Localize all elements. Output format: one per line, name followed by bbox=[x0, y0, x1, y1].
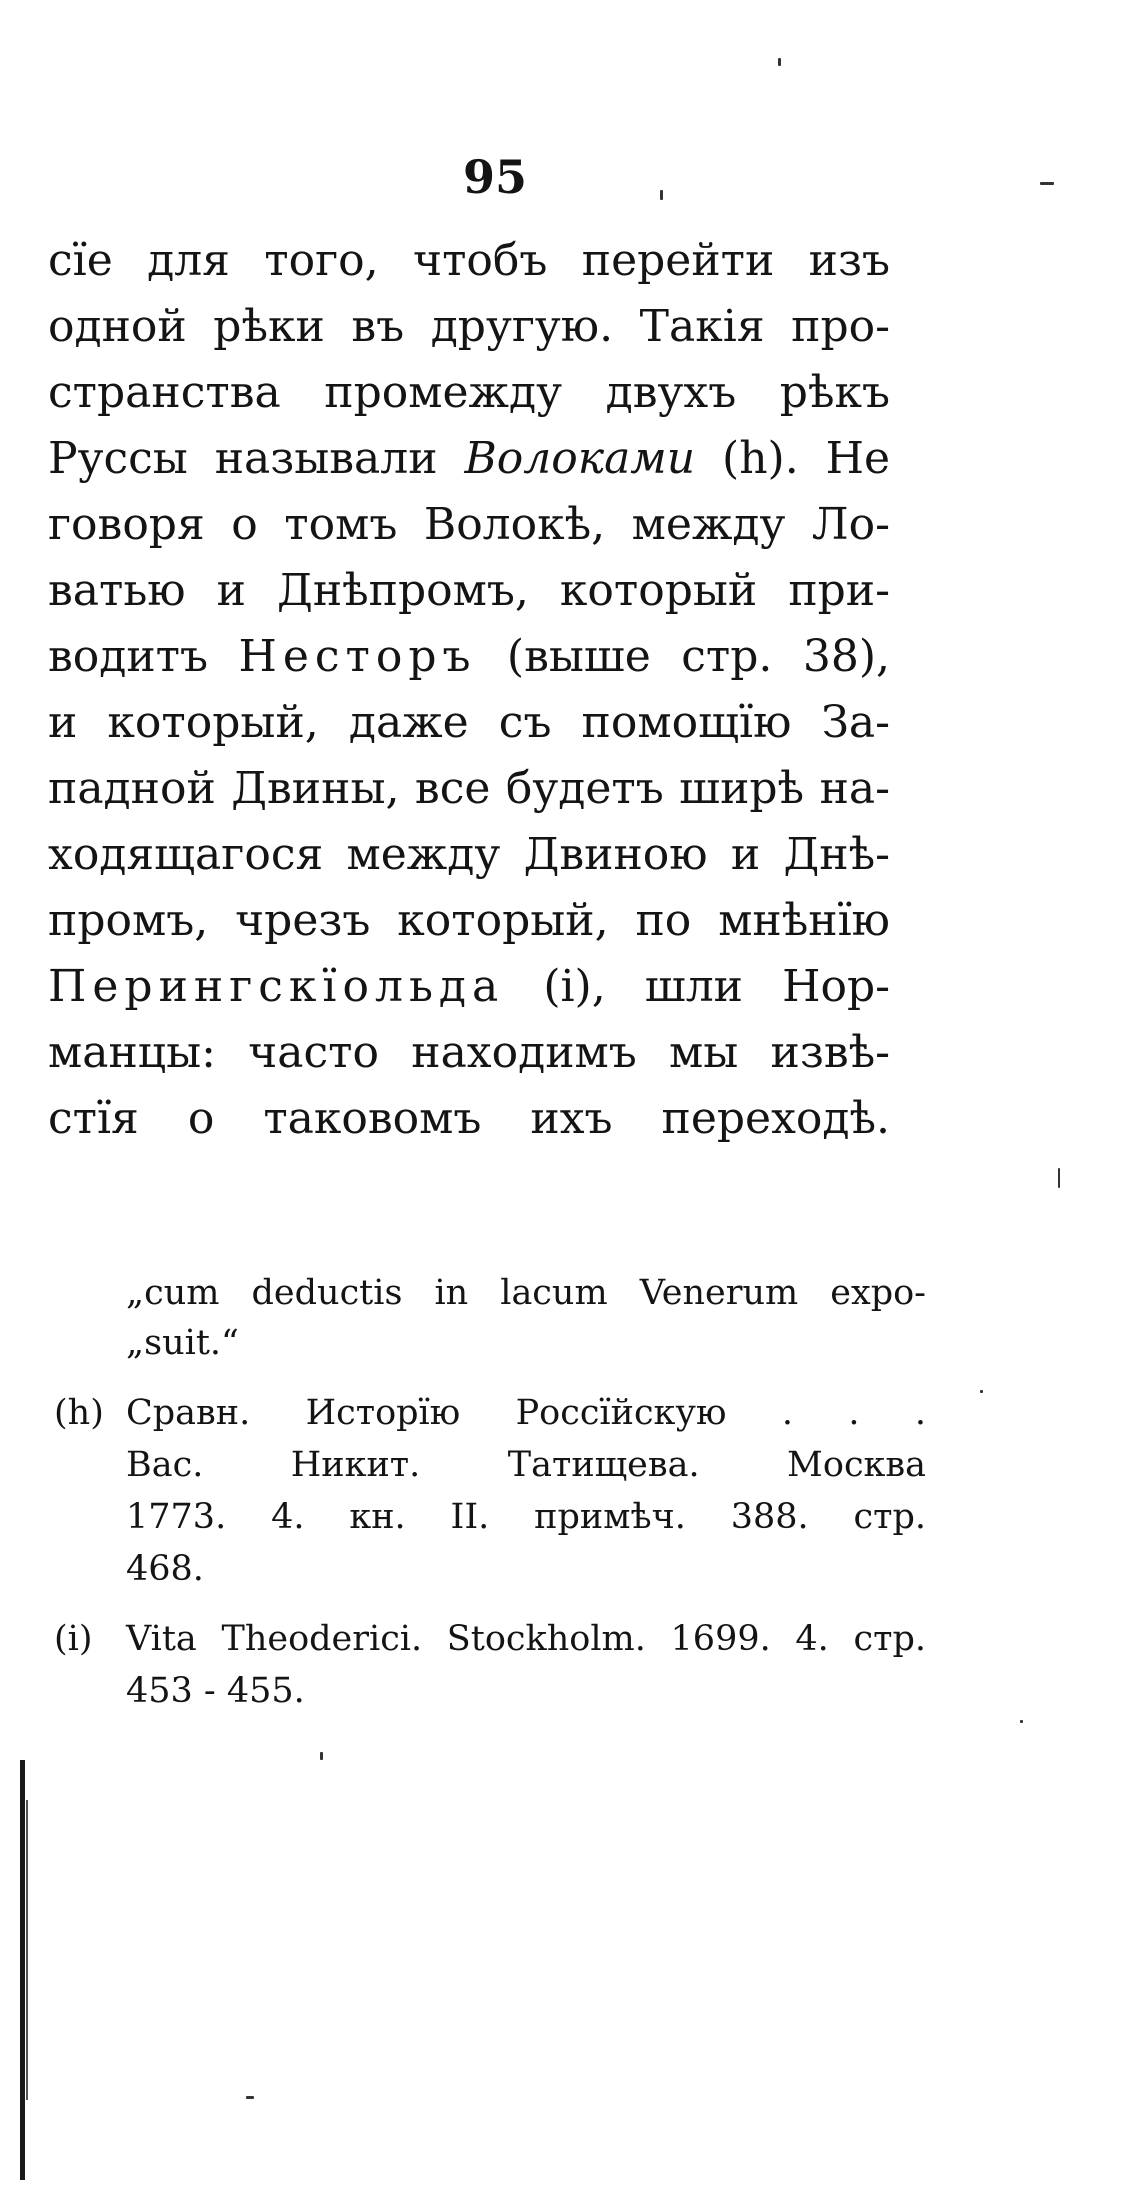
paper-speck bbox=[1040, 182, 1054, 185]
italic-term: Волоками bbox=[464, 433, 696, 484]
footnote-continuation-line: „cum deductis in lacum Venerum expo- bbox=[126, 1273, 926, 1313]
text-line: странства промежду двухъ рѣкъ bbox=[48, 367, 890, 418]
spaced-name: Перингскїольда bbox=[48, 961, 505, 1012]
paper-speck bbox=[778, 58, 781, 66]
text-line: и который, даже съ помощїю За- bbox=[48, 697, 890, 748]
footnote-mark-i: (i) bbox=[54, 1619, 93, 1659]
text-line: водитъ Несторъ (выше стр. 38), bbox=[48, 631, 890, 682]
text-line: сїе для того, чтобъ перейти изъ bbox=[48, 235, 890, 286]
spaced-name: Несторъ bbox=[238, 631, 477, 682]
paper-speck bbox=[320, 1752, 323, 1760]
text-line: Руссы называли Волоками (h). Не bbox=[48, 433, 890, 484]
text-line: говоря о томъ Волокѣ, между Ло- bbox=[48, 499, 890, 550]
footnote-continuation-line: „suit.“ bbox=[126, 1323, 239, 1363]
footnote-mark-h: (h) bbox=[54, 1393, 104, 1433]
page-edge-shadow bbox=[20, 1760, 25, 2180]
footnote-h-line: 1773. 4. кн. II. примѣч. 388. стр. bbox=[126, 1497, 926, 1537]
footnote-h-line: 468. bbox=[126, 1549, 204, 1589]
footnote-i-line: 453 - 455. bbox=[126, 1671, 305, 1711]
text-line: ходящагося между Двиною и Днѣ- bbox=[48, 829, 890, 880]
text-line: стїя о таковомъ ихъ переходѣ. bbox=[48, 1093, 890, 1144]
paper-speck bbox=[660, 190, 663, 200]
text-line: манцы: часто находимъ мы извѣ- bbox=[48, 1027, 890, 1078]
text-line: падной Двины, все будетъ ширѣ на- bbox=[48, 763, 890, 814]
text-line: Перингскїольда (i), шли Нор- bbox=[48, 961, 890, 1012]
footnote-h-line: Вас. Никит. Татищева. Москва bbox=[126, 1445, 926, 1485]
page-number: 95 bbox=[462, 150, 527, 204]
paper-speck bbox=[980, 1390, 983, 1393]
text-line: промъ, чрезъ который, по мнѣнїю bbox=[48, 895, 890, 946]
text-line: ватью и Днѣпромъ, который при- bbox=[48, 565, 890, 616]
footnote-i-line: Vita Theoderici. Stockholm. 1699. 4. стр. bbox=[126, 1619, 926, 1659]
footnote-h-line: Сравн. Исторїю Россїйскую . . . bbox=[126, 1393, 926, 1433]
paper-speck bbox=[1020, 1720, 1023, 1723]
text-line: одной рѣки въ другую. Такія про- bbox=[48, 301, 890, 352]
paper-speck bbox=[246, 2096, 254, 2099]
page-edge-shadow bbox=[26, 1800, 28, 2100]
paper-speck bbox=[1058, 1168, 1060, 1188]
